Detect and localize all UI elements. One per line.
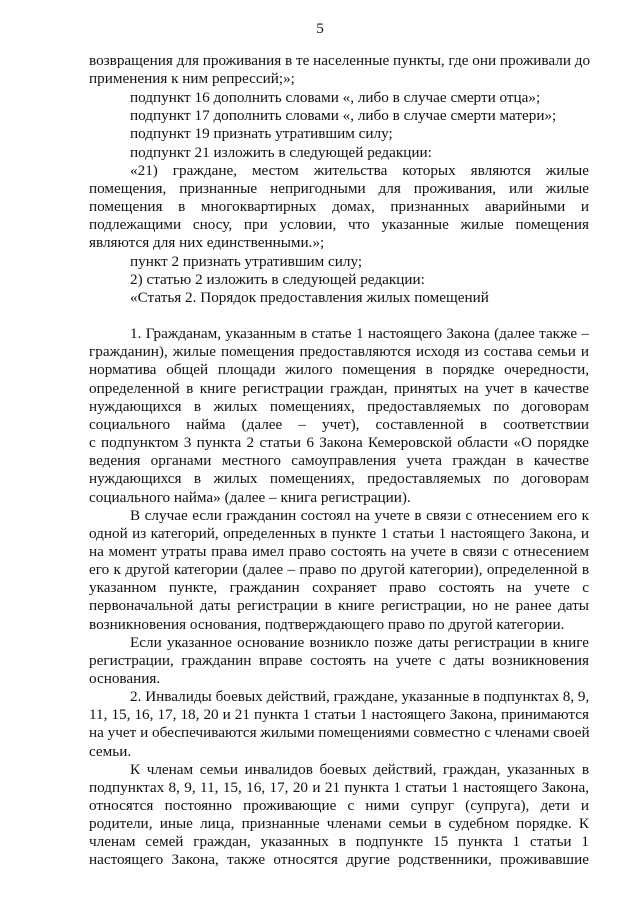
text-line: с подпунктом 3 пункта 2 статьи 6 Закона Кемеровской области «О порядке [89,434,589,451]
text-line: подпункт 16 дополнить словами «, либо в случае смерти отца»; [130,89,541,106]
text-line: В случае если гражданин состоял на учете в связи с отнесением его к [130,507,589,524]
text-line: его к другой категории (далее – право по другой категории), определенной в [89,561,589,578]
text-line: нуждающихся в жилых помещениях, предоставляемых по договорам [89,398,589,415]
text-line: настоящего Закона, также относятся другие родственники, проживавшие [89,851,589,868]
text-line: нуждающихся в жилых помещениях, предоставляемых по договорам [89,470,589,487]
text-line: подпункт 19 признать утратившим силу; [130,125,393,142]
text-line: социального найма (далее – учет), составленной в соответствии [89,416,589,433]
text-line: возвращения для проживания в те населенные пункты, где они проживали до [89,52,591,69]
text-line: основания. [89,670,161,687]
text-line: применения к ним репрессий;»; [89,70,295,87]
text-line: семьи. [89,743,132,760]
text-line: 2. Инвалиды боевых действий, граждане, указанные в подпунктах 8, 9, [130,688,590,705]
text-line: подпункт 21 изложить в следующей редакции: [130,144,432,161]
text-line: на учет и обеспечиваются жилыми помещениями совместно с членами своей [89,724,590,741]
text-line: «Статья 2. Порядок предоставления жилых помещений [130,289,489,306]
text-line: социального найма» (далее – книга регистрации). [89,489,411,506]
text-line: норматива общей площади жилого помещения в порядке очередности, [89,361,589,378]
text-line: на момент утраты права имел право состоять на учете в связи с отнесением [89,543,589,560]
text-line: подпунктах 8, 9, 11, 15, 16, 17, 20 и 21 пункта 1 статьи 1 настоящего Закона, [89,779,589,796]
text-line: 1. Гражданам, указанным в статье 1 настоящего Закона (далее также – [130,325,589,342]
text-line: помещения, признанные непригодными для проживания, или жилые [89,180,589,197]
text-line: являются для них единственными.»; [89,234,325,251]
text-line: помещения в многоквартирных домах, признанных аварийными и [89,198,589,215]
text-line: членам семей граждан, указанных в подпункте 15 пункта 1 статьи 1 [89,833,589,850]
text-line: относятся постоянно проживающие с ними супруг (супруга), дети и [89,797,589,814]
text-line: подлежащими сносу, при условии, что указанные жилые помещения [89,216,589,233]
text-line: Если указанное основание возникло позже даты регистрации в книге [130,634,589,651]
text-line: 2) статью 2 изложить в следующей редакции: [130,271,425,288]
text-line: К членам семьи инвалидов боевых действий, граждан, указанных в [130,761,589,778]
text-line: 11, 15, 16, 17, 18, 20 и 21 пункта 1 статьи 1 настоящего Закона, принимаются [89,706,589,723]
text-line: указанном пункте, гражданин сохраняет право состоять на учете с [89,579,589,596]
page-number: 5 [316,20,324,37]
text-line: возникновения основания, подтверждающего право по другой категории. [89,616,565,633]
text-line: подпункт 17 дополнить словами «, либо в случае смерти матери»; [130,107,557,124]
text-line: определенной в книге регистрации граждан, принятых на учет в качестве [89,380,589,397]
text-line: пункт 2 признать утратившим силу; [130,253,363,270]
text-line: одной из категорий, определенных в пункте 1 статьи 1 настоящего Закона, и [89,525,589,542]
text-line: первоначальной даты регистрации в книге регистрации, но не ранее даты [89,597,589,614]
text-line: родители, иные лица, признанные членами семьи в судебном порядке. К [89,815,589,832]
text-line: ведения органами местного самоуправления учета граждан в качестве [89,452,589,469]
text-line: «21) граждане, местом жительства которых являются жилые [130,162,589,179]
text-line: гражданин), жилые помещения предоставляются исходя из состава семьи и [89,343,589,360]
text-line: регистрации, гражданин вправе состоять на учете с даты возникновения [89,652,589,669]
